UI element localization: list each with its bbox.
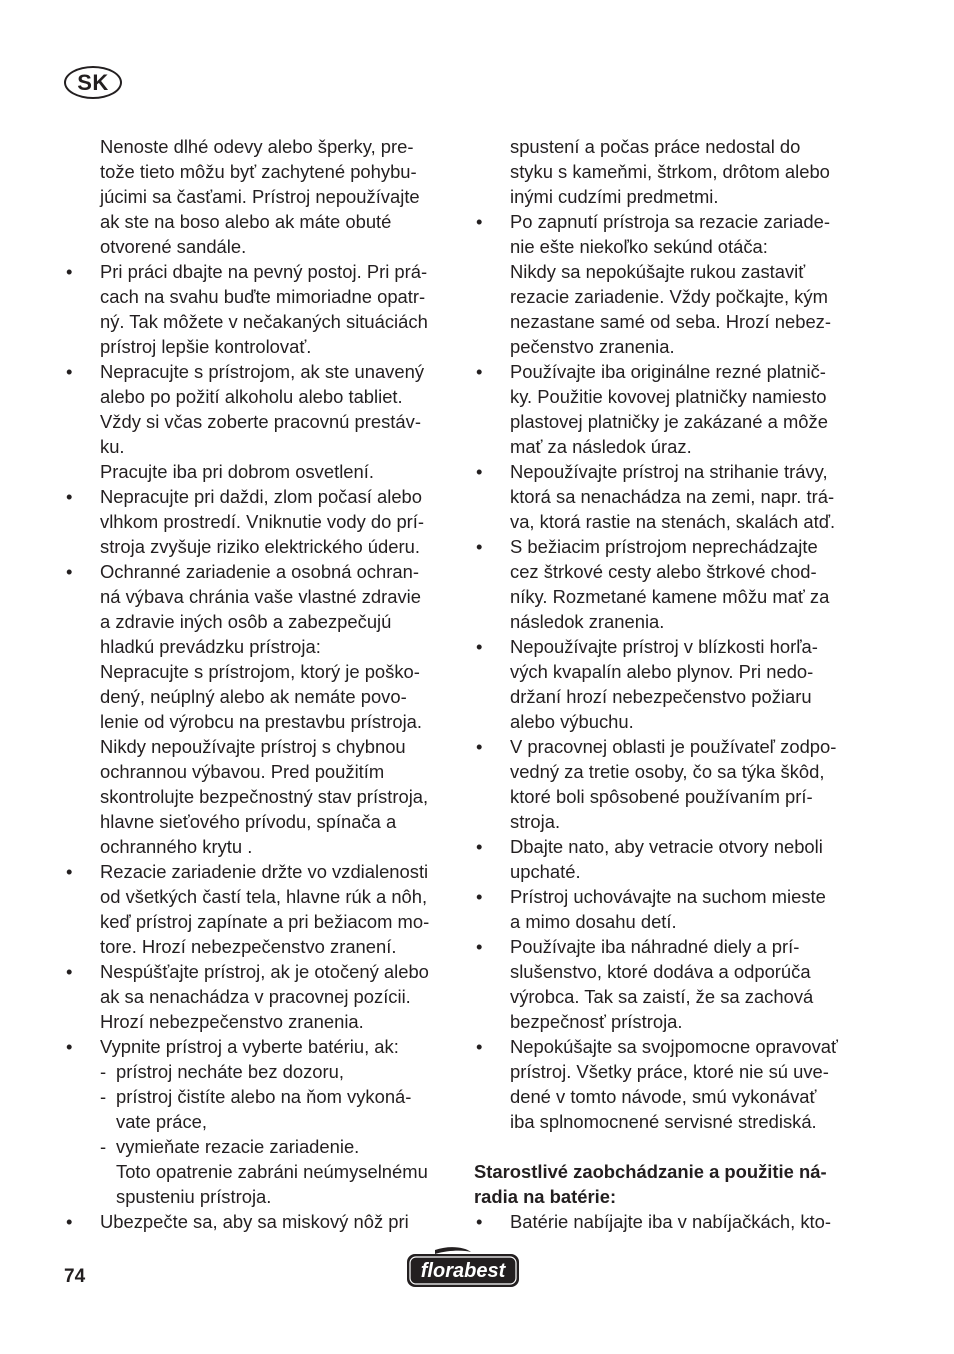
dash-icon: - xyxy=(100,1136,107,1157)
text-line xyxy=(64,909,454,934)
text-line xyxy=(474,409,866,434)
text-line xyxy=(64,459,454,484)
paragraph-text: tože tieto môžu byť zachytené pohybu- xyxy=(100,161,417,182)
text-line xyxy=(474,609,866,634)
text-line xyxy=(64,684,454,709)
bullet-icon: • xyxy=(476,361,483,382)
text-line xyxy=(474,1084,866,1109)
bullet-text: S bežiacim prístrojom neprechádzajte xyxy=(510,536,818,557)
logo-wordmark: florabest xyxy=(420,1260,506,1282)
text-line xyxy=(64,659,454,684)
paragraph-text: skontrolujte bezpečnostný stav prístroja, xyxy=(100,786,429,807)
text-line xyxy=(474,684,866,709)
paragraph-text: ku. xyxy=(100,436,125,457)
text-line xyxy=(64,534,454,559)
paragraph-text: ak ste na boso alebo ak máte obuté xyxy=(100,211,392,232)
bullet-text: Používajte iba náhradné diely a prí- xyxy=(510,936,800,957)
text-line xyxy=(64,734,454,759)
paragraph-text: júcimi sa časťami. Prístroj nepoužívajte xyxy=(100,186,420,207)
text-line xyxy=(64,884,454,909)
paragraph-text: cez štrkové cesty alebo štrkové chod- xyxy=(510,561,817,582)
paragraph-text: Nepracujte s prístrojom, ktorý je poško- xyxy=(100,661,420,682)
text-line xyxy=(64,1009,454,1034)
bullet-icon: • xyxy=(476,1211,483,1232)
bullet-text: Vypnite prístroj a vyberte batériu, ak: xyxy=(100,1036,399,1057)
paragraph-text: stroja. xyxy=(510,811,561,832)
paragraph-text: Nenoste dlhé odevy alebo šperky, pre- xyxy=(100,136,414,157)
text-line xyxy=(64,584,454,609)
bullet-line xyxy=(64,359,454,384)
dash-item-text: prístroj necháte bez dozoru, xyxy=(116,1061,344,1082)
text-line xyxy=(64,934,454,959)
bullet-icon: • xyxy=(476,636,483,657)
text-line xyxy=(474,484,866,509)
paragraph-text: ktoré boli spôsobené používaním prí- xyxy=(510,786,813,807)
bullet-text: Nepoužívajte prístroj na strihanie trávy, xyxy=(510,461,828,482)
text-line xyxy=(474,259,866,284)
paragraph-text: lenie od výrobcu na prestavbu prístroja. xyxy=(100,711,423,732)
bullet-text: Používajte iba originálne rezné platnič- xyxy=(510,361,826,382)
text-line xyxy=(64,334,454,359)
paragraph-text: vých kvapalín alebo plynov. Pri nedo- xyxy=(510,661,814,682)
paragraph-text: nezastane samé od seba. Hrozí nebez- xyxy=(510,311,832,332)
bullet-text: Nespúšťajte prístroj, ak je otočený alebo xyxy=(100,961,429,982)
paragraph-text: styku s kameňmi, štrkom, drôtom alebo xyxy=(510,161,830,182)
dash-icon: - xyxy=(100,1086,107,1107)
paragraph-text: va, ktorá rastie na stenách, skalách atď. xyxy=(510,511,836,532)
paragraph-text: rezacie zariadenie. Vždy počkajte, kým xyxy=(510,286,828,307)
dash-item-continuation xyxy=(64,1184,454,1209)
text-line xyxy=(474,1109,866,1134)
paragraph-text: níky. Rozmetané kamene môžu mať za xyxy=(510,586,830,607)
dash-item-text: vymieňate rezacie zariadenie. xyxy=(116,1136,360,1157)
bullet-line xyxy=(64,859,454,884)
paragraph-text: hlavne sieťového prívodu, spínača a xyxy=(100,811,397,832)
bullet-line xyxy=(64,1209,454,1234)
paragraph-text: vlhkom prostredí. Vniknutie vody do prí- xyxy=(100,511,425,532)
paragraph-text: Vždy si včas zoberte pracovnú prestáv- xyxy=(100,411,421,432)
bullet-line xyxy=(474,834,866,859)
text-line xyxy=(64,134,454,159)
bullet-line xyxy=(474,459,866,484)
text-line xyxy=(474,559,866,584)
dash-item-text: vate práce, xyxy=(116,1111,207,1132)
bullet-icon: • xyxy=(476,461,483,482)
bullet-line xyxy=(474,1209,866,1234)
text-line xyxy=(474,334,866,359)
bullet-line xyxy=(474,209,866,234)
section-heading xyxy=(474,1184,866,1209)
text-line xyxy=(474,584,866,609)
section-heading-text: Starostlivé zaobchádzanie a použitie ná- xyxy=(474,1161,827,1182)
bullet-text: Nepokúšajte sa svojpomocne opravovať xyxy=(510,1036,838,1057)
paragraph-text: pečenstvo zranenia. xyxy=(510,336,675,357)
bullet-text: Batérie nabíjajte iba v nabíjačkách, kto- xyxy=(510,1211,832,1232)
bullet-icon: • xyxy=(66,861,73,882)
text-line xyxy=(64,384,454,409)
paragraph-text: prístroj lepšie kontrolovať. xyxy=(100,336,312,357)
text-line xyxy=(64,759,454,784)
bullet-icon: • xyxy=(476,936,483,957)
paragraph-text: tore. Hrozí nebezpečenstvo zranení. xyxy=(100,936,397,957)
bullet-icon: • xyxy=(66,1211,73,1232)
bullet-icon: • xyxy=(476,211,483,232)
text-line xyxy=(64,834,454,859)
paragraph-text: nie ešte niekoľko sekúnd otáča: xyxy=(510,236,768,257)
bullet-text: Dbajte nato, aby vetracie otvory neboli xyxy=(510,836,823,857)
page-number: 74 xyxy=(64,1266,86,1287)
text-line xyxy=(474,809,866,834)
paragraph-text: spustení a počas práce nedostal do xyxy=(510,136,801,157)
bullet-icon: • xyxy=(476,736,483,757)
logo-leaf-icon xyxy=(435,1247,471,1254)
paragraph-text: Hrozí nebezpečenstvo zranenia. xyxy=(100,1011,364,1032)
bullet-icon: • xyxy=(476,836,483,857)
text-line xyxy=(64,984,454,1009)
right-text-column xyxy=(474,134,866,1234)
paragraph-text: ky. Použitie kovovej platničky namiesto xyxy=(510,386,827,407)
section-heading xyxy=(474,1159,866,1184)
text-line xyxy=(64,209,454,234)
text-line xyxy=(474,234,866,259)
text-line xyxy=(474,909,866,934)
dash-item-line xyxy=(64,1134,454,1159)
paragraph-text: alebo výbuchu. xyxy=(510,711,634,732)
paragraph-text: dené v tomto návode, smú vykonávať xyxy=(510,1086,817,1107)
dash-item-line xyxy=(64,1059,454,1084)
bullet-text: Prístroj uchovávajte na suchom mieste xyxy=(510,886,826,907)
bullet-text: Ochranné zariadenie a osobná ochran- xyxy=(100,561,419,582)
text-line xyxy=(474,659,866,684)
bullet-line xyxy=(64,259,454,284)
dash-icon: - xyxy=(100,1061,107,1082)
bullet-icon: • xyxy=(66,486,73,507)
text-line xyxy=(64,184,454,209)
text-line xyxy=(474,159,866,184)
text-line xyxy=(474,384,866,409)
florabest-logo xyxy=(405,1246,521,1290)
section-heading-text: radia na batérie: xyxy=(474,1186,617,1207)
bullet-line xyxy=(474,359,866,384)
bullet-icon: • xyxy=(66,1036,73,1057)
bullet-icon: • xyxy=(66,961,73,982)
paragraph-text: otvorené sandále. xyxy=(100,236,247,257)
bullet-text: Po zapnutí prístroja sa rezacie zariade- xyxy=(510,211,830,232)
paragraph-text: ná výbava chránia vaše vlastné zdravie xyxy=(100,586,421,607)
text-line xyxy=(474,759,866,784)
bullet-text: V pracovnej oblasti je používateľ zodpo- xyxy=(510,736,837,757)
bullet-icon: • xyxy=(66,561,73,582)
bullet-line xyxy=(474,634,866,659)
paragraph-text: stroja zvyšuje riziko elektrického úderu. xyxy=(100,536,420,557)
paragraph-text: a mimo dosahu detí. xyxy=(510,911,677,932)
text-line xyxy=(64,234,454,259)
paragraph-text: alebo po požití alkoholu alebo tabliet. xyxy=(100,386,403,407)
text-line xyxy=(64,309,454,334)
bullet-icon: • xyxy=(476,886,483,907)
text-line xyxy=(474,1059,866,1084)
text-line xyxy=(474,309,866,334)
bullet-line xyxy=(474,884,866,909)
text-line xyxy=(474,1009,866,1034)
text-line xyxy=(474,184,866,209)
dash-item-text: prístroj čistíte alebo na ňom vykoná- xyxy=(116,1086,412,1107)
paragraph-text: hladkú prevádzku prístroja: xyxy=(100,636,321,657)
paragraph-text: mať za následok úraz. xyxy=(510,436,692,457)
paragraph-text: výrobca. Tak sa zaistí, že sa zachová xyxy=(510,986,814,1007)
paragraph-gap xyxy=(474,1134,866,1159)
paragraph-text: ochranného krytu . xyxy=(100,836,253,857)
paragraph-text: ktorá sa nenachádza na zemi, napr. trá- xyxy=(510,486,835,507)
paragraph-text: od všetkých častí tela, hlavne rúk a nôh, xyxy=(100,886,428,907)
paragraph-text: vedný za tretie osoby, čo sa týka škôd, xyxy=(510,761,825,782)
dash-item-continuation xyxy=(64,1109,454,1134)
bullet-icon: • xyxy=(476,1036,483,1057)
bullet-line xyxy=(474,534,866,559)
text-line xyxy=(474,859,866,884)
dash-item-text: spusteniu prístroja. xyxy=(116,1186,272,1207)
bullet-text: Nepoužívajte prístroj v blízkosti horľa- xyxy=(510,636,818,657)
text-line xyxy=(64,284,454,309)
bullet-icon: • xyxy=(66,361,73,382)
text-line xyxy=(474,784,866,809)
text-line xyxy=(64,709,454,734)
text-line xyxy=(64,509,454,534)
paragraph-text: cach na svahu buďte mimoriadne opatr- xyxy=(100,286,426,307)
left-text-column xyxy=(64,134,454,1234)
paragraph-text: ak sa nenachádza v pracovnej pozícii. xyxy=(100,986,411,1007)
paragraph-text: ný. Tak môžete v nečakaných situáciách xyxy=(100,311,428,332)
language-code: SK xyxy=(77,69,109,95)
text-line xyxy=(64,634,454,659)
paragraph-text: inými cudzími predmetmi. xyxy=(510,186,719,207)
paragraph-text: upchaté. xyxy=(510,861,581,882)
bullet-line xyxy=(64,1034,454,1059)
paragraph-text: a zdravie iných osôb a zabezpečujú xyxy=(100,611,392,632)
text-line xyxy=(474,984,866,1009)
bullet-icon: • xyxy=(66,261,73,282)
text-line xyxy=(474,134,866,159)
bullet-line xyxy=(64,559,454,584)
text-line xyxy=(474,284,866,309)
paragraph-text: iba splnomocnené servisné strediská. xyxy=(510,1111,817,1132)
paragraph-text: ochrannou výbavou. Pred použitím xyxy=(100,761,385,782)
paragraph-text: Nikdy nepoužívajte prístroj s chybnou xyxy=(100,736,406,757)
paragraph-text: držaní hrozí nebezpečenstvo požiaru xyxy=(510,686,812,707)
bullet-icon: • xyxy=(476,536,483,557)
bullet-line xyxy=(64,959,454,984)
paragraph-text: keď prístroj zapínate a pri bežiacom mo- xyxy=(100,911,430,932)
paragraph-text: prístroj. Všetky práce, ktoré nie sú uve- xyxy=(510,1061,829,1082)
text-line xyxy=(64,609,454,634)
dash-item-text: Toto opatrenie zabráni neúmyselnému xyxy=(116,1161,428,1182)
paragraph-text: bezpečnosť prístroja. xyxy=(510,1011,683,1032)
text-line xyxy=(474,709,866,734)
text-line xyxy=(474,434,866,459)
text-line xyxy=(474,959,866,984)
bullet-line xyxy=(474,734,866,759)
paragraph-text: slušenstvo, ktoré dodáva a odporúča xyxy=(510,961,811,982)
bullet-text: Nepracujte s prístrojom, ak ste unavený xyxy=(100,361,425,382)
paragraph-text: Pracujte iba pri dobrom osvetlení. xyxy=(100,461,374,482)
dash-item-line xyxy=(64,1084,454,1109)
paragraph-text: dený, neúplný alebo ak nemáte povo- xyxy=(100,686,407,707)
bullet-line xyxy=(474,934,866,959)
paragraph-text: Nikdy sa nepokúšajte rukou zastaviť xyxy=(510,261,806,282)
text-line xyxy=(474,509,866,534)
bullet-text: Rezacie zariadenie držte vo vzdialenosti xyxy=(100,861,429,882)
bullet-text: Ubezpečte sa, aby sa miskový nôž pri xyxy=(100,1211,409,1232)
text-line xyxy=(64,784,454,809)
bullet-line xyxy=(64,484,454,509)
bullet-text: Pri práci dbajte na pevný postoj. Pri prá- xyxy=(100,261,428,282)
paragraph-text: následok zranenia. xyxy=(510,611,665,632)
bullet-line xyxy=(474,1034,866,1059)
bullet-text: Nepracujte pri daždi, zlom počasí alebo xyxy=(100,486,423,507)
language-badge xyxy=(64,66,122,99)
dash-item-continuation xyxy=(64,1159,454,1184)
text-line xyxy=(64,809,454,834)
text-line xyxy=(64,434,454,459)
paragraph-text: plastovej platničky je zakázané a môže xyxy=(510,411,828,432)
text-line xyxy=(64,159,454,184)
text-line xyxy=(64,409,454,434)
